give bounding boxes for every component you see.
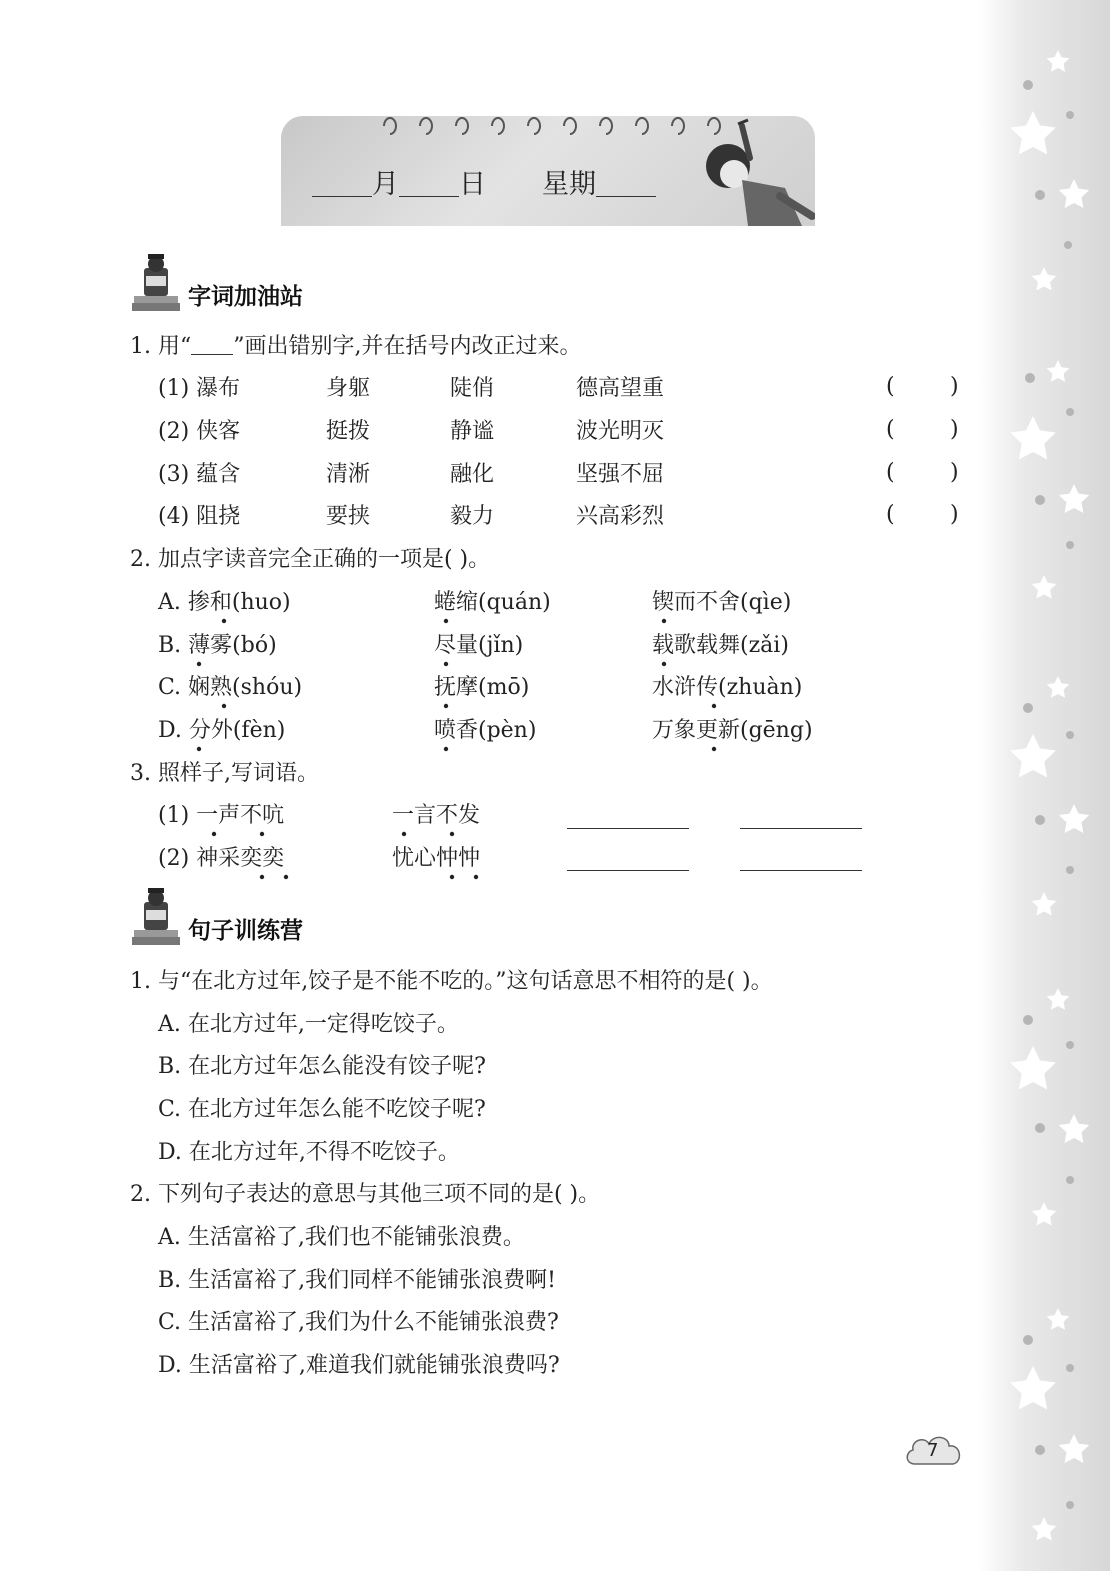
section-title: 字词加油站 (188, 284, 303, 310)
word-item[interactable]: 挺拨 (326, 419, 371, 444)
pinyin-option[interactable]: A. 掺和(huo) (158, 590, 291, 615)
answer-paren-close: ) (950, 460, 959, 485)
example-word: (2) 神采奕奕 (158, 846, 285, 871)
pinyin-option[interactable]: 喷香(pèn) (434, 718, 537, 743)
answer-paren-open[interactable]: ( (886, 417, 895, 442)
word-item[interactable]: 陡俏 (450, 376, 495, 401)
word-item[interactable]: 静谧 (450, 419, 495, 444)
question-1-prompt: 1. 与“在北方过年,饺子是不能不吃的。”这句话意思不相符的是( )。 (130, 969, 773, 994)
answer-paren-close: ) (950, 374, 959, 399)
word-item[interactable]: 身躯 (326, 376, 371, 401)
answer-line[interactable] (740, 870, 862, 871)
section-title: 句子训练营 (188, 918, 303, 944)
word-item[interactable]: (4) 阻挠 (158, 504, 241, 529)
month-label: 月 (372, 169, 399, 200)
word-item[interactable]: 兴高彩烈 (576, 504, 665, 529)
pinyin-option[interactable]: 锲而不舍(qìe) (652, 590, 792, 615)
answer-paren-open[interactable]: ( (886, 374, 895, 399)
word-item[interactable]: (3) 蕴含 (158, 462, 241, 487)
pinyin-option[interactable]: C. 娴熟(shóu) (158, 675, 303, 700)
scholar-on-books-icon (130, 886, 182, 948)
section-header-sentences (130, 886, 430, 946)
answer-paren-open[interactable]: ( (886, 502, 895, 527)
word-item[interactable]: 波光明灭 (576, 419, 665, 444)
pinyin-option[interactable]: B. 薄雾(bó) (158, 633, 277, 658)
word-item[interactable]: (1) 瀑布 (158, 376, 241, 401)
choice-option[interactable]: B. 在北方过年怎么能没有饺子呢? (158, 1054, 486, 1079)
answer-line[interactable] (740, 828, 862, 829)
answer-paren-close: ) (950, 502, 959, 527)
pinyin-option[interactable]: 万象更新(gēng) (652, 718, 813, 743)
page-number-text: 7 (927, 1440, 939, 1461)
pinyin-option[interactable]: 抚摩(mō) (434, 675, 530, 700)
choice-option[interactable]: A. 生活富裕了,我们也不能铺张浪费。 (158, 1225, 525, 1250)
word-item[interactable]: 要挟 (326, 504, 371, 529)
choice-option[interactable]: D. 在北方过年,不得不吃饺子。 (158, 1140, 460, 1165)
choice-option[interactable]: C. 在北方过年怎么能不吃饺子呢? (158, 1097, 486, 1122)
question-2-prompt: 2. 加点字读音完全正确的一项是( )。 (130, 547, 491, 572)
choice-option[interactable]: B. 生活富裕了,我们同样不能铺张浪费啊! (158, 1268, 556, 1293)
word-item[interactable]: 德高望重 (576, 376, 665, 401)
word-item[interactable]: (2) 侠客 (158, 419, 241, 444)
pinyin-option[interactable]: 水浒传(zhuàn) (652, 675, 803, 700)
pinyin-option[interactable]: 载歌载舞(zǎi) (652, 633, 789, 658)
weekday-label: 星期 (542, 169, 596, 200)
pinyin-option[interactable]: 蜷缩(quán) (434, 590, 551, 615)
word-item[interactable]: 清淅 (326, 462, 371, 487)
word-item[interactable]: 毅力 (450, 504, 495, 529)
pinyin-option[interactable]: D. 分外(fèn) (158, 718, 286, 743)
word-item[interactable]: 坚强不屈 (576, 462, 665, 487)
word-item[interactable]: 融化 (450, 462, 495, 487)
choice-option[interactable]: A. 在北方过年,一定得吃饺子。 (158, 1012, 459, 1037)
day-label: 日 (459, 169, 486, 200)
example-word: 一言不发 (392, 803, 481, 828)
page-number (903, 1432, 965, 1476)
question-1-prompt: 1. 用“ ”画出错别字,并在括号内改正过来。 (130, 334, 582, 359)
example-word: 忧心忡忡 (392, 846, 481, 871)
question-3-prompt: 3. 照样子,写词语。 (130, 761, 319, 786)
answer-paren-open[interactable]: ( (886, 460, 895, 485)
question-2-prompt: 2. 下列句子表达的意思与其他三项不同的是( )。 (130, 1182, 601, 1207)
choice-option[interactable]: D. 生活富裕了,难道我们就能铺张浪费吗? (158, 1353, 560, 1378)
example-word: (1) 一声不吭 (158, 803, 285, 828)
pinyin-option[interactable]: 尽量(jǐn) (434, 633, 524, 658)
answer-paren-close: ) (950, 417, 959, 442)
choice-option[interactable]: C. 生活富裕了,我们为什么不能铺张浪费? (158, 1310, 559, 1335)
answer-line[interactable] (567, 870, 689, 871)
answer-line[interactable] (567, 828, 689, 829)
